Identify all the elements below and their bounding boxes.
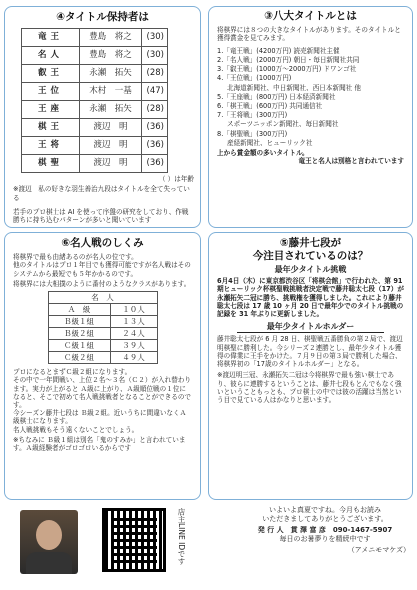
holder-title: 王位 [22,83,80,101]
author-photo [20,510,78,574]
meijin-p3: 将棋界には大相撲のように番付のようなクラスがあります。 [13,279,191,288]
title-holders-table [21,28,168,173]
holder-name: 渡辺 明 [80,119,142,137]
class-count: １３人 [110,316,157,328]
meijin-p2: 他のタイトルはプロ１年目でも獲得可能ですが名人戦はそのシステムから最短でも５年かかるのです。 [13,261,191,278]
class-row [48,304,157,316]
holder-age: (28) [142,101,168,119]
class-table-header: 名 人 [48,292,157,304]
class-name: Ｃ級２組 [48,352,110,364]
qr-label: 店主LINE IDです [177,508,186,566]
eight-titles-list [217,47,404,148]
holder-title: 叡王 [22,65,80,83]
holders-note-2: 若手のプロ棋士は AI を使って序盤の研究をしており、作戦勝ちに持ち込むパターンが多いと聞いています [13,207,189,225]
fujii-sub-1: 最年少タイトル挑戦 [274,265,347,275]
holder-row [22,119,168,137]
holder-row [22,137,168,155]
footer-line-2: いただきましてありがとうございます。 [262,514,388,523]
class-row [48,316,157,328]
shirt-shape [26,552,72,574]
fujii-heading-2: 今注目されているのは？ [252,250,369,263]
title-list-item: 2.「名人戦」(2000万円) 朝日・毎日新聞社共同 [217,55,360,64]
fujii-p2: 藤井聡太七段が 6 月 28 日、棋聖戦五番勝負の第２局で、渡辺明棋聖に勝利した。今シリーズ２連勝とし、最年少タイトル獲得の偉業に王手をかけた。７月９日の第３局で勝利した場合、将棋界初の「17歳のタイトルホルダー」となる。 [217,335,403,369]
class-row [48,328,157,340]
class-row [48,352,157,364]
class-name: Ａ 級 [48,304,110,316]
eight-titles-footer-2: 竜王と名人は別格と言われています [298,157,404,166]
eight-titles-intro: 将棋界には８つの大きなタイトルがあります。そのタイトルと獲得賞金を見てみます。 [217,26,401,43]
title-holders-heading: ④タイトル保持者は [56,11,149,23]
footer-message [240,506,410,555]
footer-line-3: 毎日のお暑夢りを精続中です [279,535,371,544]
title-list-item: 6.「棋王戦」(600万円) 共同通信社 [217,102,323,110]
age-note: （ ）は年齢 [158,175,194,184]
holder-age: (30) [142,47,168,65]
holder-title: 王将 [22,137,80,155]
holder-name: 永瀬 拓矢 [80,101,142,119]
holder-name: 渡辺 明 [80,137,142,155]
holder-title: 王座 [22,101,80,119]
title-list-item: 7.「王将戦」(300万円) [217,111,288,120]
title-list-item: 3.「叡王戦」(1000万〜2000万円) ドワンゴ社 [217,65,357,74]
title-list-item: スポーツニッポン新聞社、毎日新聞社 [227,120,339,129]
title-holders-box [4,6,201,228]
class-table [48,291,158,364]
class-count: ３９人 [110,340,157,352]
title-list-item: 北海道新聞社、中日新聞社、西日本新聞社 他 [227,83,361,92]
class-name: Ｂ級２組 [48,328,110,340]
class-name: Ｃ級１組 [48,340,110,352]
eight-titles-footer: 上から賞金額の多いタイトル。 [217,149,309,158]
title-list-item: 4.「王位戦」(1000万円) [217,74,292,83]
class-name: Ｂ級１組 [48,316,110,328]
holder-age: (47) [142,83,168,101]
holder-title: 棋王 [22,119,80,137]
footer-line-1: いよいよ真夏ですね。今月もお読み [269,506,381,514]
holder-title: 竜王 [22,29,80,47]
holder-name: 木村 一基 [80,83,142,101]
title-list-item: 5.「王座戦」(800万円) 日本経済新聞社 [217,92,336,101]
title-list-item: 1.「竜王戦」(4200万円) 読売新聞社主催 [217,46,340,55]
footer-sign: （アメニモマケズ） [347,546,410,554]
class-count: ２４人 [110,328,157,340]
holder-name: 渡辺 明 [80,155,142,173]
meijin-p7: 名人戦挑戦もそう遠くないことでしょう。 [13,425,139,434]
publisher-line: 発 行 人 貫 澤 富 彦 090-1467-5907 [257,525,393,534]
meijin-p1: 将棋界で最も由緒あるのが名人の位です。 [13,253,138,262]
holder-age: (28) [142,65,168,83]
holder-age: (36) [142,155,168,173]
line-qr-code[interactable] [102,508,166,572]
meijin-p8: ※ちなみに Ｂ級１組は別名「鬼のすみか」と言われています。Ａ級経験者がゴロゴロいるからです [13,435,186,453]
fujii-heading-1: ⑤藤井七段が [279,237,342,249]
eight-titles-box [208,6,413,228]
title-list-item: 8.「棋聖戦」(300万円) [217,129,288,138]
title-list-item: 産経新聞社、ヒューリック社 [227,138,313,147]
face-shape [36,520,62,550]
class-count: ４９人 [110,352,157,364]
holder-row [22,83,168,101]
holder-row [22,47,168,65]
holder-row [22,155,168,173]
meijin-p6: 今シーズン藤井七段は Ｂ級２組。近いうちに間違いなくＡ級棋士になります。 [13,409,187,426]
eight-titles-heading: ③八大タイトルとは [264,10,357,22]
fujii-p1: 6月4日（木）に東京都渋谷区「将棋会館」で行われた、第 91 期ヒューリック杯棋聖戦挑戦者決定戦で藤井聡太七段（17）が永瀬拓矢二冠に勝ち、挑戦権を獲得しました。これにより藤井聡太七段は 17 歳 10 ヶ月 20 日で最年少でのタイトル挑戦の記録を 31 年ぶりに更新しました。 [217,277,404,319]
fujii-sub-2: 最年少タイトルホルダー [237,322,384,333]
fujii-box [208,232,413,500]
class-count: １０人 [110,304,157,316]
meijin-system-box [4,232,201,500]
holder-age: (30) [142,29,168,47]
holder-name: 豊島 将之 [80,29,142,47]
holders-note-1: ※渡辺 私の好きな羽生善治九段はタイトルを全て失っている [13,185,190,202]
holder-name: 豊島 将之 [80,47,142,65]
fujii-p3: ※渡辺明三冠、永瀬拓矢二冠は今将棋界で最も強い棋士であり、彼らに連勝するということは、藤井七段もとんでもなく強いということもっとも、プロ棋士の中では彼の活躍は当然という目で見ている人はかなりと思います。 [217,371,402,405]
holder-name: 永瀬 拓矢 [80,65,142,83]
holder-title: 棋聖 [22,155,80,173]
meijin-p5: その中で一年間戦い、上位２名〜３名（Ｃ２）が入れ替わります。実力が上がると Ａ級に上がり、Ａ級順位戦の１位になると、そこで初めて名人戦挑戦者となることができるのです。 [13,376,192,409]
holder-age: (36) [142,119,168,137]
holder-row [22,65,168,83]
meijin-p4: プロになるとまずＣ級２組になります。 [13,368,132,377]
meijin-system-heading: ⑥名人戦のしくみ [61,237,144,249]
qr-inner [111,517,157,563]
holder-title: 名人 [22,47,80,65]
class-row [48,340,157,352]
holder-row [22,101,168,119]
holder-row [22,29,168,47]
holder-age: (36) [142,137,168,155]
